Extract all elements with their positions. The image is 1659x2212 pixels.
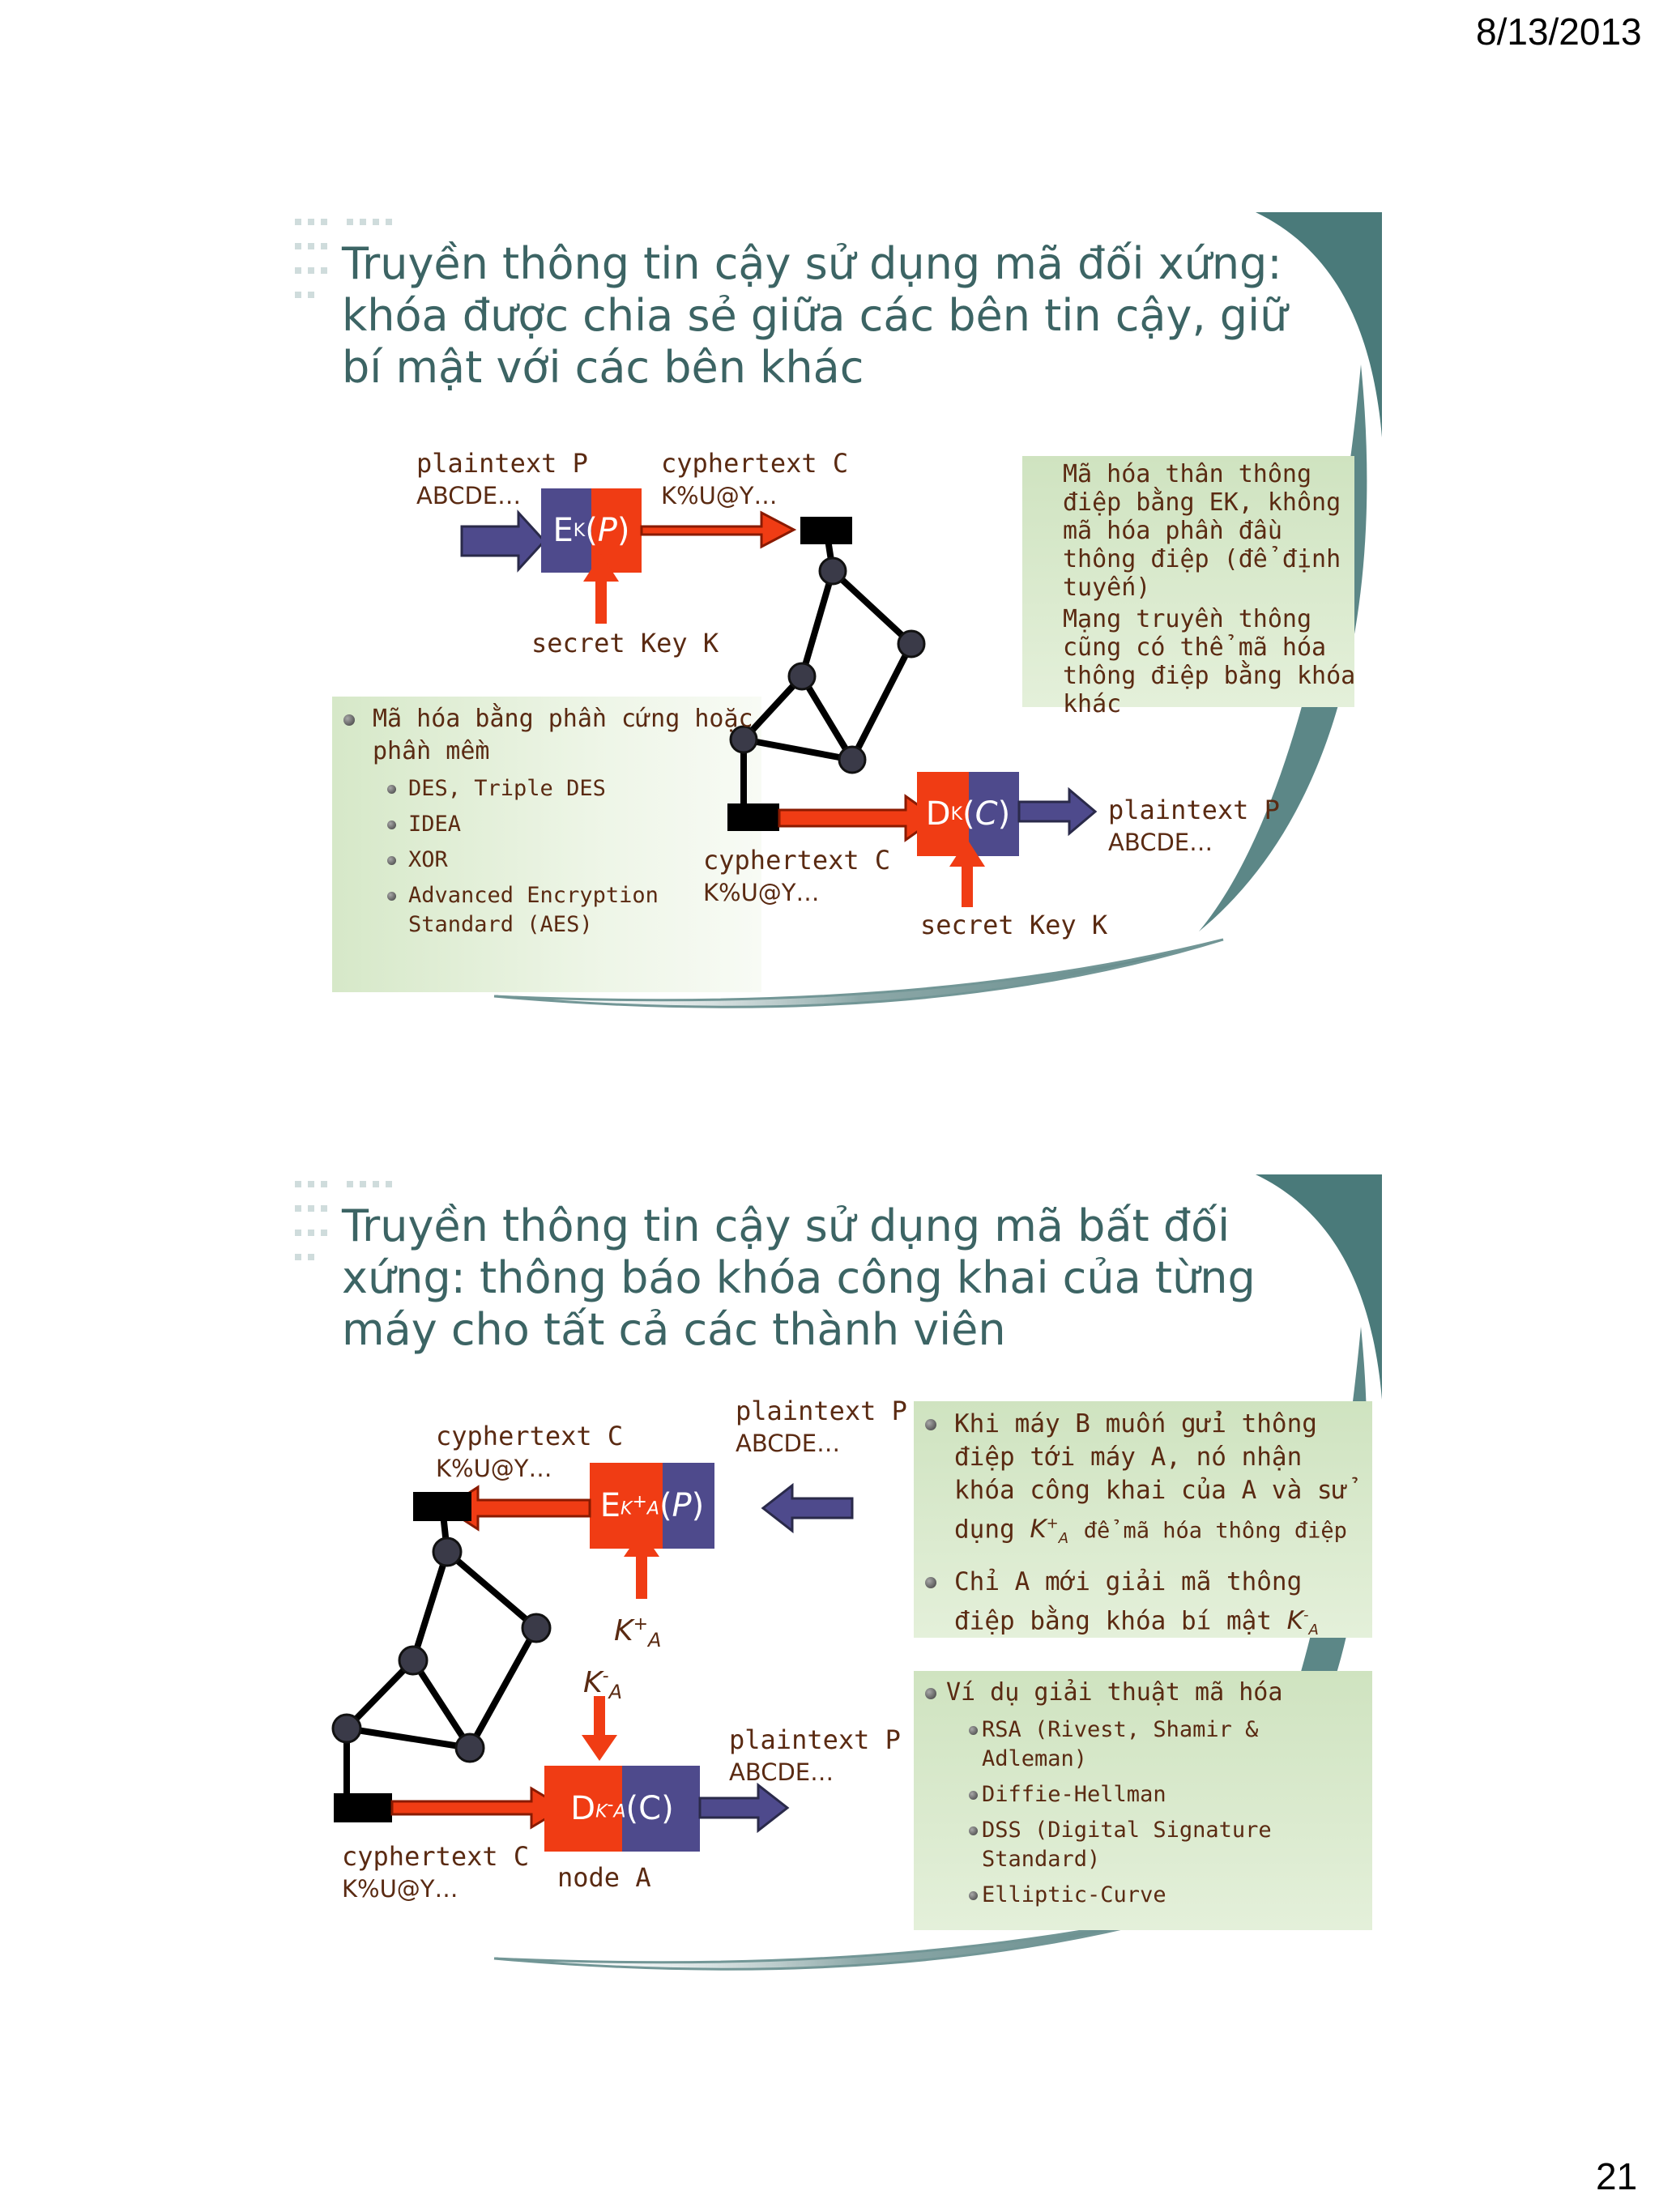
router-bottom: [334, 1793, 392, 1822]
network-node: [456, 1734, 484, 1762]
plaintext-value: ABCDE…: [736, 1430, 841, 1457]
list-item: Mã hóa bằng phần cứng hoặc phần mềm: [334, 703, 755, 768]
cyphertext-bottom-label: cyphertext C K%U@Y…: [703, 844, 890, 909]
title-line: xứng: thông báo khóa công khai của từng: [342, 1252, 1256, 1303]
secret-key-bottom-label: secret Key K: [920, 910, 1108, 940]
list-item: Diffie-Hellman: [915, 1780, 1369, 1809]
note-list: [1024, 460, 1356, 722]
plaintext-label: plaintext P ABCDE…: [736, 1395, 907, 1460]
cyphertext-bottom-label: cyphertext C K%U@Y…: [342, 1840, 529, 1905]
cyphertext-label: cyphertext C K%U@Y…: [661, 447, 848, 512]
network-node: [433, 1538, 461, 1566]
encrypt-block-label: E K+A ( P ): [599, 1487, 705, 1524]
secret-key-label: secret Key K: [531, 628, 719, 658]
list-item: Elliptic-Curve: [915, 1881, 1369, 1910]
cipher-arrow: [642, 513, 794, 547]
slide-symmetric: [284, 202, 1385, 1045]
cipher-arrow-bottom: [392, 1788, 564, 1827]
list-item: Advanced Encryption Standard (AES): [334, 881, 755, 940]
cyphertext-value: K%U@Y…: [661, 482, 778, 509]
title-line: bí mật với các bên khác: [342, 342, 864, 393]
output-arrow: [700, 1785, 787, 1831]
public-key-label: $K^+_A$: [614, 1614, 662, 1652]
list-item: DES, Triple DES: [334, 774, 755, 803]
explanation-list: [915, 1408, 1369, 1653]
network-node: [399, 1647, 427, 1674]
list-item: Mã hóa thân thông điệp bằng EK, không mã hóa phần đầu thông điệp (để định tuyến): [1024, 460, 1356, 602]
network-node: [522, 1614, 550, 1642]
list-item: Mạng truyền thông cũng có thể mã hóa thông điệp bằng khóa khác: [1024, 605, 1356, 718]
network-node: [839, 747, 865, 773]
title-line: khóa được chia sẻ giữa các bên tin cậy, giữ: [342, 290, 1288, 341]
output-arrow: [1019, 790, 1095, 833]
router-top: [413, 1492, 471, 1521]
slide-asymmetric: [284, 1165, 1385, 2007]
list-item: XOR: [334, 846, 755, 875]
title-line: máy cho tất cả các thành viên: [342, 1304, 1006, 1355]
list-item: RSA (Rivest, Shamir & Adleman): [915, 1715, 1369, 1774]
page-number: 21: [1596, 2155, 1638, 2197]
list-item: Khi máy B muốn gửi thông điệp tới máy A, nó nhận khóa công khai của A và sử dụng $K^+_A$ để mã hóa thông điệp: [915, 1408, 1369, 1556]
decrypt-block-label: D K-A ( C ): [570, 1790, 674, 1827]
router-top: [800, 517, 852, 544]
network-node: [820, 558, 846, 584]
network-node: [333, 1715, 360, 1742]
network-node: [898, 631, 924, 657]
plaintext-label: plaintext P ABCDE…: [416, 447, 588, 512]
decrypt-block-label: D K ( C ): [925, 795, 1011, 833]
encrypt-block-label: E K ( P ): [552, 512, 630, 549]
list-item: Chỉ A mới giải mã thông điệp bằng khóa bí mật $K^-_A$: [915, 1566, 1369, 1647]
plaintext-out-label: plaintext P ABCDE…: [729, 1724, 901, 1788]
plaintext-out-value: ABCDE…: [729, 1758, 834, 1786]
input-arrow: [763, 1485, 852, 1531]
node-label: node A: [557, 1862, 651, 1893]
page-date: 8/13/2013: [1476, 11, 1642, 53]
title-line: Truyền thông tin cậy sử dụng mã bất đối: [342, 1200, 1230, 1251]
hardware-software-list: [334, 703, 755, 946]
private-key-label: $K^-_A$: [583, 1666, 622, 1704]
plaintext-out-value: ABCDE…: [1108, 829, 1213, 856]
cyphertext-value: K%U@Y…: [436, 1455, 552, 1482]
cyphertext-bottom-value: K%U@Y…: [342, 1875, 458, 1903]
plaintext-out-label: plaintext P ABCDE…: [1108, 794, 1280, 859]
cyphertext-bottom-value: K%U@Y…: [703, 879, 820, 906]
list-item: Ví dụ giải thuật mã hóa: [915, 1677, 1369, 1709]
cyphertext-label: cyphertext C K%U@Y…: [436, 1420, 623, 1485]
list-item: IDEA: [334, 810, 755, 839]
algorithms-list: [915, 1677, 1369, 1916]
input-arrow: [462, 513, 544, 569]
plaintext-value: ABCDE…: [416, 482, 522, 509]
list-item: DSS (Digital Signature Standard): [915, 1816, 1369, 1874]
title-line: Truyền thông tin cậy sử dụng mã đối xứng:: [342, 238, 1282, 289]
network-node: [789, 663, 815, 689]
cipher-arrow-bottom: [779, 796, 936, 840]
